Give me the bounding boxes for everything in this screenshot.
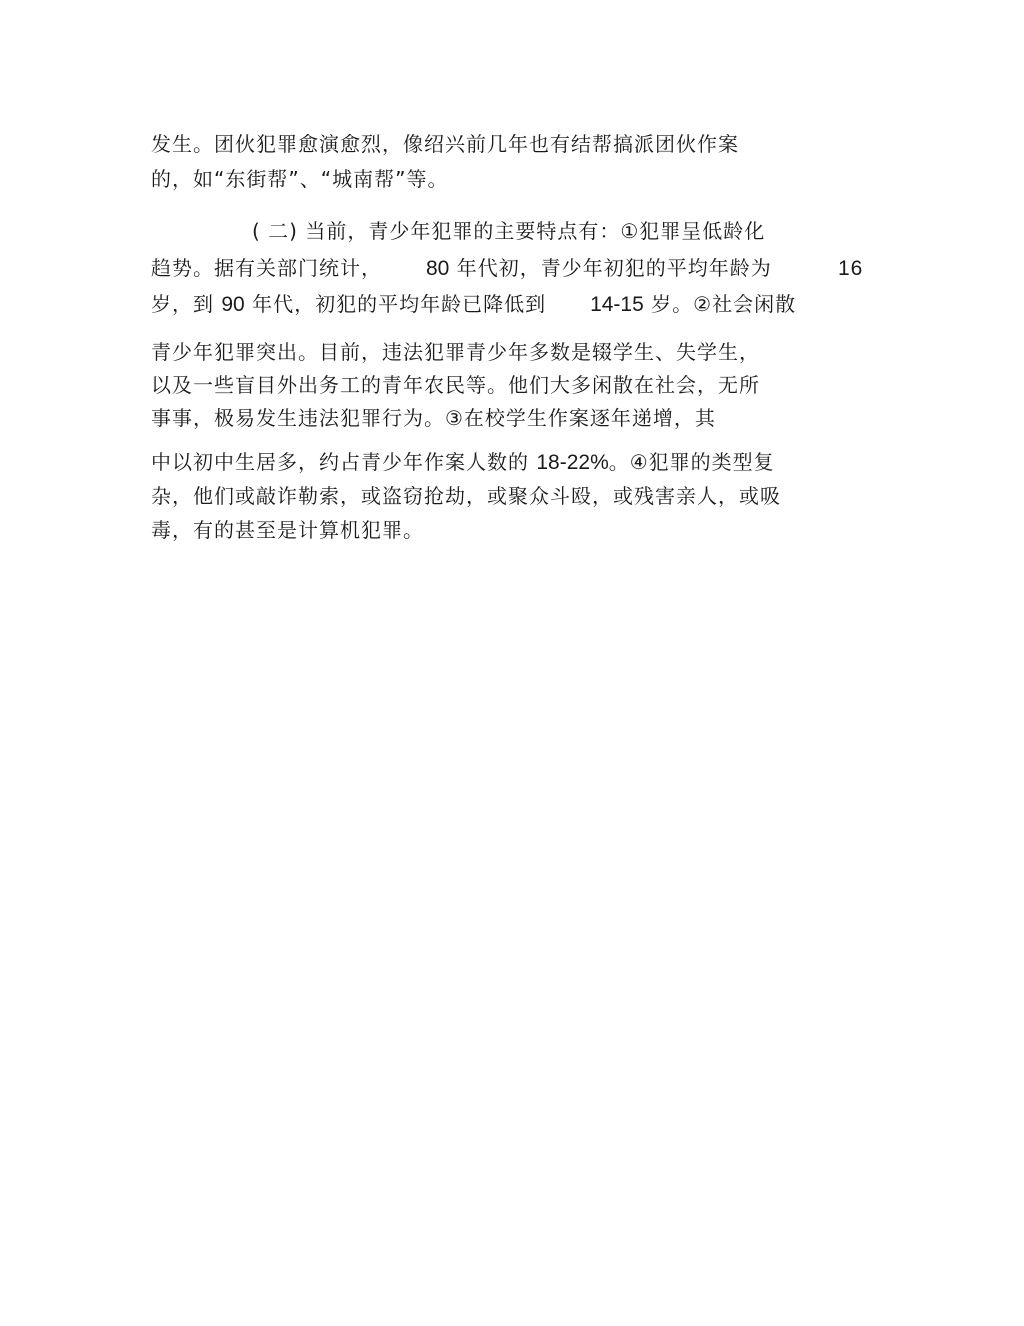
paragraph-line-1: 发生。团伙犯罪愈演愈烈，像绍兴前几年也有结帮搞派团伙作案	[151, 132, 739, 156]
text-segment: 趋势。据有关部门统计，	[151, 256, 382, 280]
number-segment: 18-22%	[536, 451, 609, 474]
paragraph-line-10: 杂，他们或敲诈勒索，或盗窃抢劫，或聚众斗殴，或残害亲人，或吸	[151, 484, 781, 508]
number-segment: 16	[838, 257, 864, 280]
paragraph-line-4	[151, 255, 772, 281]
text-segment: 。④犯罪的类型复	[608, 450, 775, 474]
paragraph-line-8: 事事，极易发生违法犯罪行为。③在校学生作案逐年递增，其	[151, 406, 716, 430]
text-segment: 年代初，青少年初犯的平均年龄为	[456, 256, 772, 280]
paragraph-line-9	[151, 449, 775, 475]
paragraph-line-5	[151, 291, 796, 317]
text-segment: 年代，初犯的平均年龄已降低到	[252, 292, 547, 316]
number-segment: 14-15	[590, 293, 644, 316]
paragraph-line-2: 的，如“东街帮”、“城南帮”等。	[151, 167, 449, 191]
number-segment: 90	[221, 293, 245, 316]
text-segment: 岁。②社会闲散	[651, 292, 797, 316]
paragraph-line-7: 以及一些盲目外出务工的青年农民等。他们大多闲散在社会，无所	[151, 373, 760, 397]
number-segment: 80	[426, 257, 450, 280]
paragraph-line-6: 青少年犯罪突出。目前，违法犯罪青少年多数是辍学生、失学生，	[151, 340, 760, 364]
paragraph-line-11: 毒，有的甚至是计算机犯罪。	[151, 518, 424, 542]
text-segment: 中以初中生居多，约占青少年作案人数的	[151, 450, 529, 474]
section-heading-line: ( 二) 当前，青少年犯罪的主要特点有：①犯罪呈低龄化	[252, 219, 766, 243]
text-segment: 岁，到	[151, 292, 214, 316]
